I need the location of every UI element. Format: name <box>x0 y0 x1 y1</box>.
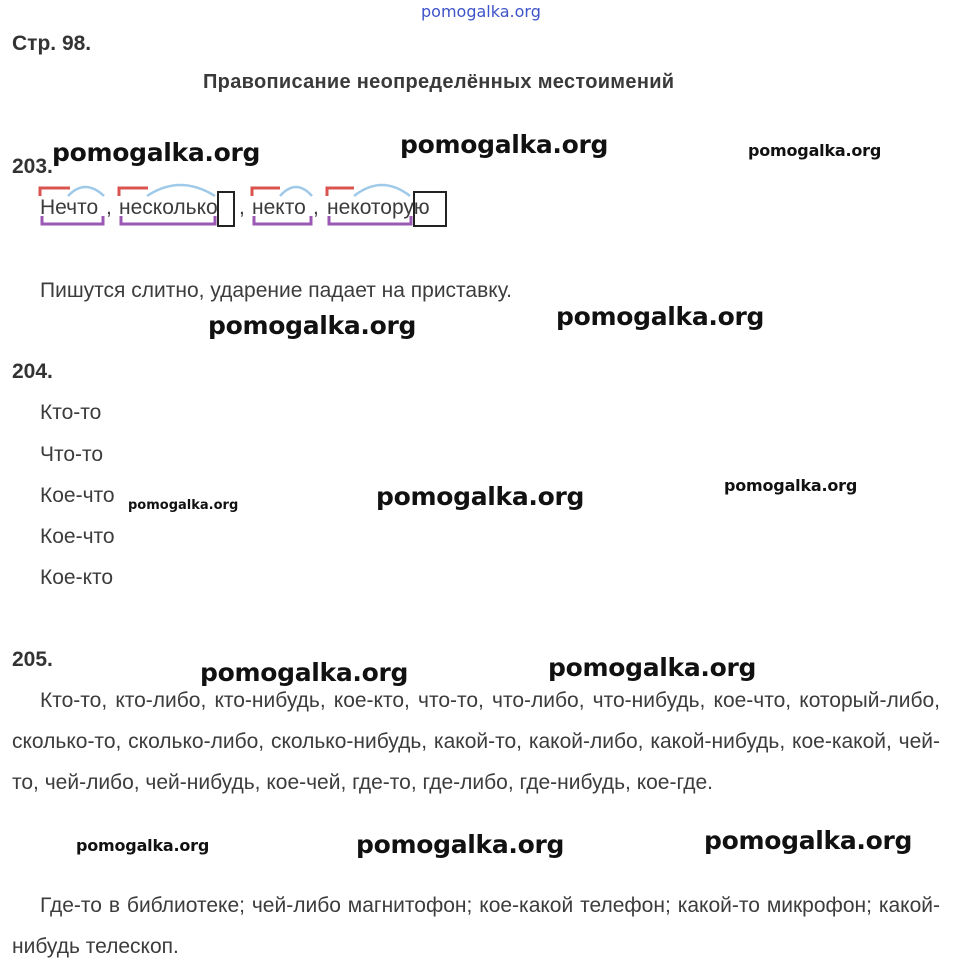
ex205-paragraph-2: Где-то в библиотеке; чей-либо магнитофон; кое-какой телефон; какой-то микрофон; какой-нибудь телескоп. <box>12 894 940 958</box>
ex204-line: Кое-что <box>40 484 115 507</box>
prefix-mark <box>252 188 280 196</box>
ex204-line: Кое-кто <box>40 566 114 589</box>
root-arc <box>68 187 104 196</box>
ex203-word-2: несколько <box>119 196 218 219</box>
watermark: pomogalka.org <box>400 130 609 159</box>
ex205-paragraph-1: Кто-то, кто-либо, кто-нибудь, кое-кто, что-то, что-либо, что-нибудь, кое-что, который-либо, сколько-то, сколько-либо, сколько-нибудь, какой-то, какой-либо, какой-нибудь, кое-какой, чей-то, чей-либо, чей-нибудь, кое-чей, где-то, где-либо, где-нибудь, кое-где. <box>12 689 940 794</box>
ex203-word-3: некто <box>252 196 306 219</box>
ex203-comma: , <box>239 196 245 219</box>
watermark-top: pomogalka.org <box>421 2 541 21</box>
ex203-word-1: Нечто <box>40 196 99 219</box>
watermark: pomogalka.org <box>208 311 417 340</box>
exercise-205-number: 205. <box>12 648 53 671</box>
watermark: pomogalka.org <box>548 653 757 682</box>
watermark: pomogalka.org <box>128 498 239 513</box>
exercise-203-number: 203. <box>12 155 53 178</box>
exercise-204-number: 204. <box>12 360 53 383</box>
ex203-word-4: некоторую <box>327 196 430 219</box>
prefix-mark <box>40 188 70 196</box>
watermark: pomogalka.org <box>724 476 858 495</box>
ex204-line: Кое-что <box>40 525 115 548</box>
ex204-line: Что-то <box>40 443 104 466</box>
watermark: pomogalka.org <box>52 138 261 167</box>
watermark: pomogalka.org <box>748 141 882 160</box>
watermark: pomogalka.org <box>704 826 913 855</box>
watermark: pomogalka.org <box>356 830 565 859</box>
root-arc <box>280 187 312 196</box>
watermark: pomogalka.org <box>200 658 409 687</box>
ending-box <box>217 191 235 227</box>
ending-box <box>413 191 447 227</box>
page-reference: Стр. 98. <box>12 32 92 55</box>
ex203-comma: , <box>313 196 319 219</box>
watermark: pomogalka.org <box>376 482 585 511</box>
prefix-mark <box>327 188 354 196</box>
watermark: pomogalka.org <box>76 836 210 855</box>
prefix-mark <box>119 188 148 196</box>
root-arc <box>147 185 215 196</box>
root-arc <box>354 185 410 196</box>
section-heading: Правописание неопределённых местоимений <box>203 71 675 93</box>
ex203-note: Пишутся слитно, ударение падает на приставку. <box>40 279 512 302</box>
watermark: pomogalka.org <box>556 302 765 331</box>
ex203-comma: , <box>106 196 112 219</box>
ex204-line: Кто-то <box>40 401 102 424</box>
